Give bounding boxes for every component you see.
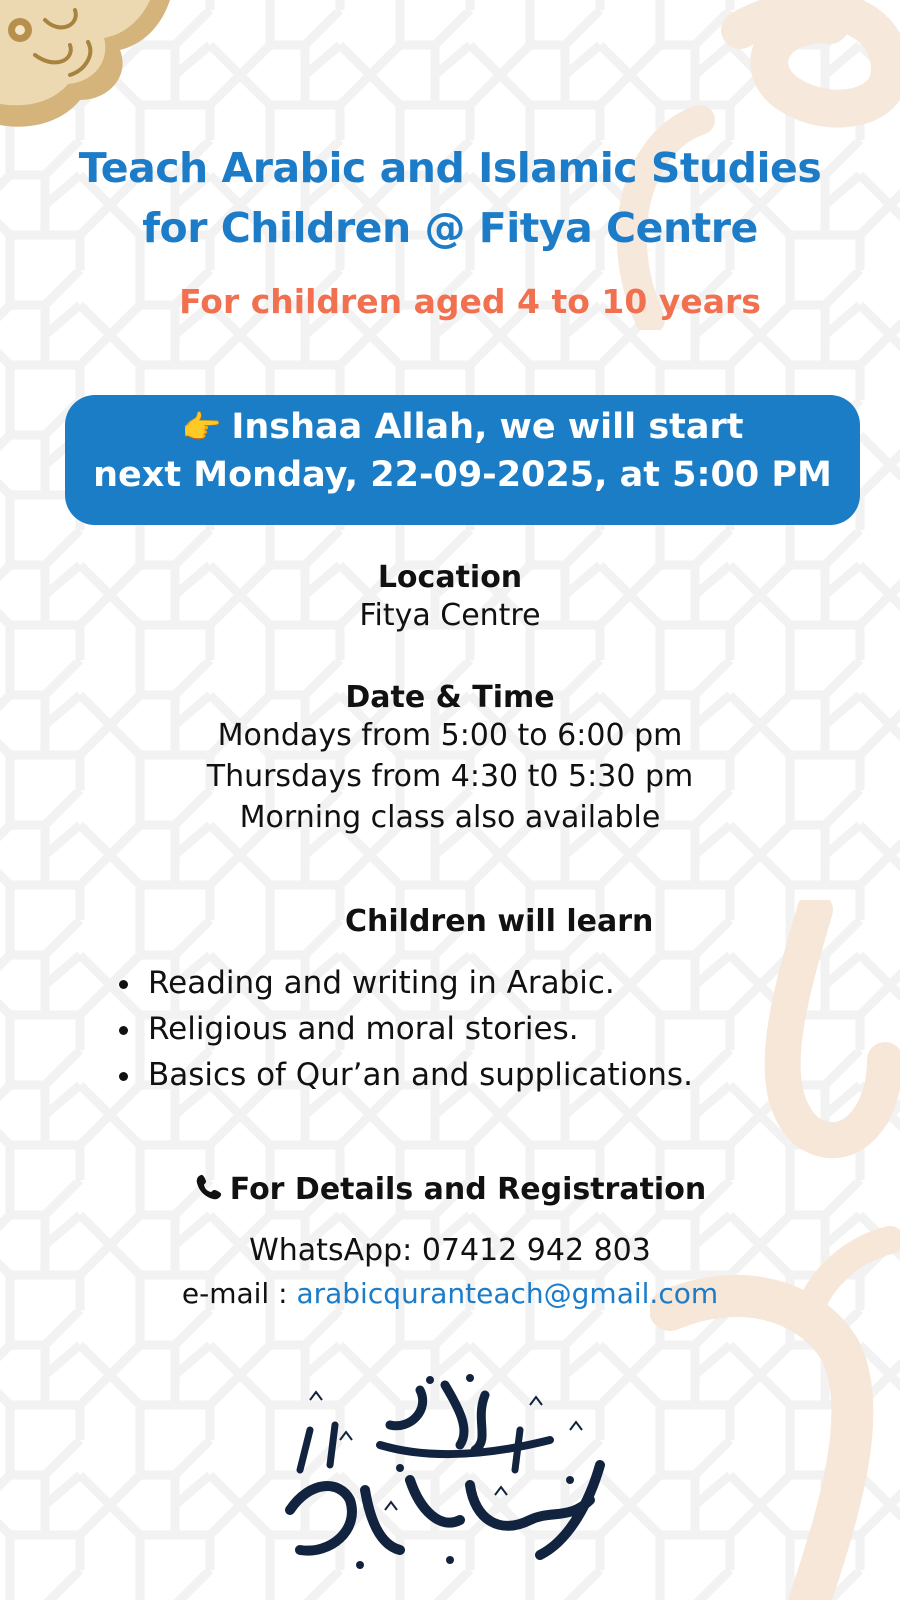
banner-text-1: Inshaa Allah, we will start <box>231 407 744 447</box>
whatsapp-number: WhatsApp: 07412 942 803 <box>249 1233 651 1268</box>
location-section <box>0 560 900 636</box>
arabic-letter-decoration-middle <box>745 900 900 1160</box>
location-value: Fitya Centre <box>359 598 541 633</box>
contact-heading-text: For Details and Registration <box>229 1172 707 1207</box>
schedule-heading: Date & Time <box>345 680 555 715</box>
phone-icon <box>194 1172 224 1202</box>
learn-list <box>115 960 693 1098</box>
location-heading: Location <box>377 560 523 595</box>
banner-line-1 <box>65 403 860 451</box>
pointing-hand-icon: 👉 <box>181 408 222 446</box>
title-line-2: for Children @ Fitya Centre <box>142 204 758 252</box>
schedule-line: Mondays from 5:00 to 6:00 pm <box>217 718 683 753</box>
arabic-calligraphy <box>270 1370 620 1570</box>
learn-heading: Children will learn <box>345 904 654 939</box>
list-item: Reading and writing in Arabic. <box>115 960 693 1006</box>
title-line-1: Teach Arabic and Islamic Studies <box>78 144 822 192</box>
schedule-section <box>0 680 900 838</box>
start-date-banner <box>65 395 860 525</box>
email-line <box>0 1277 900 1310</box>
email-link[interactable]: arabicquranteach@gmail.com <box>296 1277 719 1310</box>
email-label: e-mail : <box>181 1277 297 1310</box>
banner-line-2: next Monday, 22-09-2025, at 5:00 PM <box>93 455 832 495</box>
contact-heading <box>0 1172 900 1207</box>
list-item: Basics of Qur’an and supplications. <box>115 1052 693 1098</box>
schedule-line: Thursdays from 4:30 t0 5:30 pm <box>206 759 694 794</box>
age-subtitle: For children aged 4 to 10 years <box>179 282 761 321</box>
page-title <box>0 138 900 258</box>
schedule-line: Morning class also available <box>239 800 661 835</box>
gold-corner-ornament <box>0 0 180 140</box>
list-item: Religious and moral stories. <box>115 1006 693 1052</box>
